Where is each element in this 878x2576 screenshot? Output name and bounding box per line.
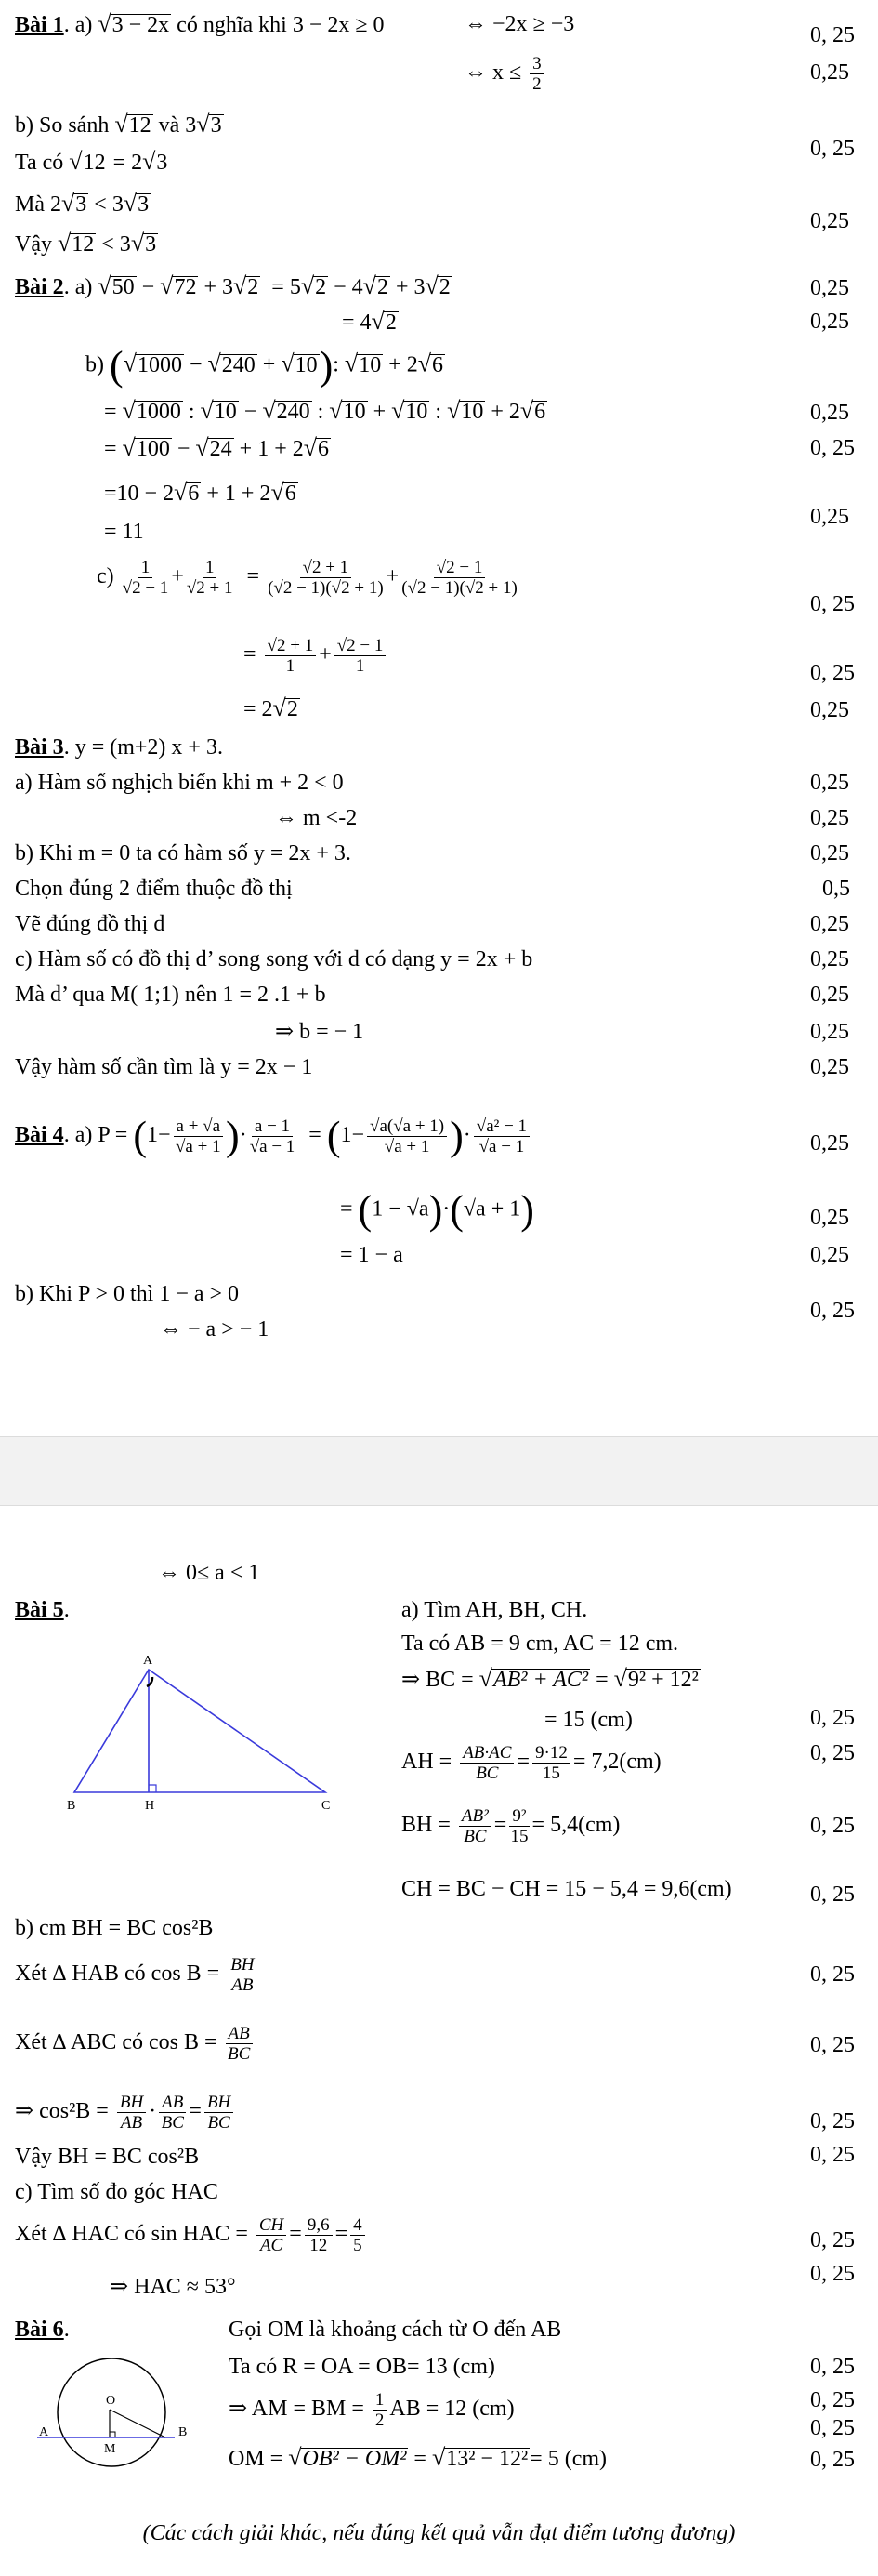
- bai5-c-l1-prefix: Xét ∆ HAC có sin HAC =: [15, 2222, 248, 2246]
- points: 0,25: [810, 698, 849, 722]
- bai5-bc-prefix: ⇒ BC =: [401, 1668, 474, 1692]
- page2-top-line: ⇔ 0≤ a < 1: [158, 1561, 260, 1585]
- bai3-l1: a) Hàm số nghịch biến khi m + 2 < 0: [15, 771, 344, 795]
- bai6-l4: OM = √OB² − OM² = √13² − 12²= 5 (cm): [229, 2444, 608, 2471]
- points: 0,25: [810, 1206, 849, 1230]
- bai4-heading: Bài 4: [15, 1123, 64, 1147]
- bai1-b-and: và: [158, 113, 180, 138]
- bai2-heading: Bài 2: [15, 275, 64, 299]
- points: 0, 25: [810, 2388, 855, 2412]
- points: 0, 25: [810, 1299, 855, 1323]
- bai1-b-title-line: b) So sánh √12 và 3√3: [15, 111, 222, 138]
- bai4-l3: = 1 − a: [340, 1243, 403, 1267]
- bai2-c-line1: c) $\frac{1}{√2 - 1}$ + $\frac{1}{√2 + 1}$ = $\frac{√2 + 1}{(√2 - 1)(√2 + 1)}$ + $\frac{√2 - 1}{(√2 - 1)(√2 + 1)}$: [97, 558, 518, 598]
- bai6-l3-prefix: ⇒ AM = BM =: [229, 2397, 364, 2421]
- points: 0,25: [810, 1020, 849, 1044]
- bai5-ch: CH = BC − CH = 15 − 5,4 = 9,6(cm): [401, 1877, 732, 1901]
- points: 0,25: [810, 771, 849, 795]
- label-h: H: [145, 1799, 155, 1813]
- bai6-l1: Gọi OM là khoảng cách từ O đến AB: [229, 2318, 562, 2342]
- points: 0, 25: [810, 1741, 855, 1765]
- label-a: A: [39, 2425, 49, 2439]
- bai1-a-prefix: . a): [63, 13, 98, 37]
- bai5-c-l2: ⇒ HAC ≈ 53°: [110, 2275, 236, 2299]
- points: 0,25: [810, 209, 849, 233]
- points: 0,5: [822, 877, 850, 901]
- points: 0, 25: [810, 2448, 855, 2472]
- bai2-c-line2: = $\frac{√2 + 1}{1}$ + $\frac{√2 - 1}{1}$: [243, 636, 388, 676]
- bai5-a-title: a) Tìm AH, BH, CH.: [401, 1598, 588, 1622]
- bai5-ah-res: = 7,2(cm): [572, 1750, 662, 1774]
- bai1-b-line2-prefix: Ta có: [15, 151, 64, 175]
- bai3-title: [15, 734, 223, 760]
- points: 0, 25: [810, 436, 855, 460]
- points: 0,25: [810, 1055, 849, 1079]
- right-angle-mark-h: [149, 1785, 156, 1792]
- bai3-l6: c) Hàm số có đồ thị d’ song song với d có dạng y = 2x + b: [15, 947, 533, 971]
- bai3-l2: ⇔ m <-2: [275, 806, 358, 830]
- frac-den: 2: [532, 74, 542, 94]
- label-a: A: [143, 1654, 153, 1668]
- bai5-b-l2: Xét ∆ ABC có cos B = $\frac{AB}{BC}$: [15, 2019, 256, 2066]
- bai3-title-rest: . y = (m+2) x + 3.: [63, 735, 223, 760]
- bai5-heading-line: Bài 5.: [15, 1598, 70, 1622]
- points: 0,25: [810, 1243, 849, 1267]
- bai6-l3: ⇒ AM = BM = $\frac{1}{2}$ AB = 12 (cm): [229, 2389, 515, 2430]
- bai6-l4-prefix: OM =: [229, 2447, 283, 2471]
- bai5-bh-prefix: BH =: [401, 1813, 451, 1837]
- segment-ob: [110, 2410, 165, 2437]
- bai1-a-mid: có nghĩa khi 3 − 2x ≥ 0: [171, 13, 385, 37]
- bai5-ah-line: AH = $\frac{AB\cdot AC}{BC}$ = $\frac{9\cdot 12}{15}$ = 7,2(cm): [401, 1742, 662, 1783]
- bai2-c-line3: = 2√2: [243, 694, 298, 721]
- label-c: C: [321, 1799, 331, 1813]
- bai5-c-l1: Xét ∆ HAC có sin HAC = $\frac{CH}{AC}$ = $\frac{9,6}{12}$ = $\frac{4}{5}$: [15, 2211, 368, 2257]
- bai3-l7: Mà d’ qua M( 1;1) nên 1 = 2 .1 + b: [15, 983, 326, 1007]
- label-o: O: [106, 2394, 116, 2408]
- points: 0,25: [810, 60, 849, 85]
- page-break: [0, 1436, 878, 1506]
- right-angle-mark-a: [147, 1677, 152, 1686]
- bai2-b-line3: = √100 − √24 + 1 + 2√6: [104, 434, 330, 461]
- points: 0,25: [810, 806, 849, 830]
- bai2-a-prefix: . a): [63, 275, 93, 299]
- footnote: (Các cách giải khác, nếu đúng kết quả vẫn đạt điểm tương đương): [142, 2521, 736, 2545]
- bai3-l4: Chọn đúng 2 điểm thuộc đồ thị: [15, 877, 293, 901]
- bai1-b-title: b) So sánh: [15, 113, 110, 138]
- points: 0,25: [810, 1131, 849, 1156]
- points: 0, 25: [810, 661, 855, 685]
- bai6-l2: Ta có R = OA = OB= 13 (cm): [229, 2355, 495, 2379]
- points: 0, 25: [810, 23, 855, 47]
- points: 0,25: [810, 912, 849, 936]
- bai2-b-line2: = √1000 : √10 − √240 : √10 + √10 : √10 + 2√6: [104, 397, 546, 424]
- bai5-b-l4: Vậy BH = BC cos²B: [15, 2145, 200, 2169]
- bai3-l8: ⇒ b = − 1: [275, 1020, 364, 1044]
- page-2: [0, 1506, 878, 2576]
- label-b: B: [178, 2425, 188, 2439]
- points: 0, 25: [810, 2109, 855, 2133]
- bai6-l4-suffix: = 5 (cm): [530, 2447, 608, 2471]
- bai1-a-step2-line: [465, 54, 547, 94]
- bai5-c-title: c) Tìm số đo góc HAC: [15, 2180, 218, 2204]
- frac-num: 3: [530, 54, 544, 74]
- points: 0, 25: [810, 2416, 855, 2440]
- bai5-b-l2-prefix: Xét ∆ ABC có cos B =: [15, 2030, 217, 2054]
- bai5-bh-res: = 5,4(cm): [531, 1813, 621, 1837]
- bai3-heading: Bài 3: [15, 735, 64, 760]
- points: 0, 25: [810, 592, 855, 616]
- bai1-b-line2: Ta có √12 = 2√3: [15, 148, 168, 175]
- bai5-b-title: b) cm BH = BC cos²B: [15, 1916, 214, 1940]
- label-b: B: [67, 1799, 76, 1813]
- bai1-a-step1: ⇔ −2x ≥ −3: [465, 12, 575, 36]
- bai3-l3: b) Khi m = 0 ta có hàm số y = 2x + 3.: [15, 841, 351, 865]
- bai5-b-l1-prefix: Xét ∆ HAB có cos B =: [15, 1962, 220, 1986]
- bai5-bh-line: BH = $\frac{\text{AB²}}{BC}$ = $\frac{\text{9²}}{15}$ = 5,4(cm): [401, 1805, 621, 1846]
- label-m: M: [104, 2442, 116, 2456]
- bai4-b2: ⇔ − a > − 1: [160, 1317, 269, 1341]
- points: 0, 25: [810, 1882, 855, 1907]
- points: 0, 25: [810, 1962, 855, 1987]
- triangle-figure: [56, 1644, 353, 1813]
- bai2-a-line: Bài 2. a) √50 − √72 + 3√2 = 5√2 − 4√2 + 3√2: [15, 272, 451, 299]
- points: 0, 25: [810, 2262, 855, 2286]
- points: 0, 25: [810, 1814, 855, 1838]
- points: 0, 25: [810, 137, 855, 161]
- bai5-heading: Bài 5: [15, 1598, 64, 1622]
- right-angle-mark-m: [110, 2432, 115, 2437]
- points: 0, 25: [810, 2228, 855, 2252]
- bai3-l9: Vậy hàm số cần tìm là y = 2x − 1: [15, 1055, 313, 1079]
- bai6-l3-suffix: AB = 12 (cm): [389, 2397, 515, 2421]
- bai4-a-line1: Bài 4. a) P = (1− $\frac{a + √a}{√a + 1}$ )· $\frac{a - 1}{√a - 1}$ = (1− $\frac{√a(√a + 1)}{√a + 1}$ )· $\frac{\text{√a² − 1}}{√a - 1}$: [15, 1112, 532, 1158]
- bai2-b-label: b): [85, 352, 104, 377]
- bai5-ah-prefix: AH =: [401, 1750, 452, 1774]
- bai1-heading: Bài 1: [15, 13, 64, 37]
- triangle-abc: [74, 1670, 325, 1792]
- bai4-a-line2: = (1 − √a)·(√a + 1): [340, 1187, 534, 1233]
- bai1-b-line3-prefix: Mà: [15, 192, 45, 217]
- points: 0,25: [810, 983, 849, 1007]
- bai5-bc-val: = 15 (cm): [544, 1708, 633, 1732]
- points: 0, 25: [810, 2143, 855, 2167]
- bai2-c-label: c): [97, 564, 114, 589]
- points: 0,25: [810, 841, 849, 865]
- points: 0, 25: [810, 2033, 855, 2057]
- circle-figure: [19, 2343, 204, 2482]
- bai1-b-line4-prefix: Vậy: [15, 232, 52, 257]
- bai2-b-line5: =10 − 2√6 + 1 + 2√6: [104, 479, 296, 506]
- bai6-heading: Bài 6: [15, 2318, 64, 2342]
- bai5-bc-line: ⇒ BC = √AB² + AC² = √9² + 12²: [401, 1665, 699, 1692]
- points: 0, 25: [810, 1706, 855, 1730]
- bai2-b-l5: =10 − 2: [104, 482, 175, 506]
- points: 0,25: [810, 276, 849, 300]
- bai2-b-l6: = 11: [104, 520, 144, 544]
- bai4-a-prefix: . a) P =: [63, 1123, 128, 1147]
- bai6-heading-line: Bài 6.: [15, 2318, 70, 2342]
- bai1-a-line: Bài 1. a) √3 − 2x có nghĩa khi 3 − 2x ≥ 0: [15, 10, 385, 37]
- bai5-given: Ta có AB = 9 cm, AC = 12 cm.: [401, 1631, 679, 1656]
- bai2-a-result-text: = 4: [342, 310, 372, 335]
- bai5-b-l3-prefix: ⇒ cos²B =: [15, 2099, 109, 2123]
- points: 0,25: [810, 310, 849, 334]
- points: 0,25: [810, 947, 849, 971]
- points: 0,25: [810, 401, 849, 425]
- bai4-b1: b) Khi P > 0 thì 1 − a > 0: [15, 1282, 240, 1306]
- bai5-b-l3: ⇒ cos²B = $\frac{BH}{AB}$ · $\frac{AB}{BC}$ = $\frac{BH}{BC}$: [15, 2088, 236, 2134]
- bai2-a-result: = 4√2: [342, 308, 397, 335]
- bai5-b-l1: Xét ∆ HAB có cos B = $\frac{BH}{AB}$: [15, 1950, 260, 1997]
- bai2-b-line1: b) (√1000 − √240 + √10): √10 + 2√6: [85, 343, 444, 389]
- bai1-a-expr: 3 − 2x: [111, 13, 170, 37]
- points: 0,25: [810, 505, 849, 529]
- bai1-b-line4: Vậy √12 < 3√3: [15, 230, 157, 257]
- bai1-a-step2: ⇔ x ≤: [465, 60, 522, 86]
- points: 0, 25: [810, 2355, 855, 2379]
- bai1-b-line3: Mà 2√3 < 3√3: [15, 190, 150, 217]
- bai3-l5: Vẽ đúng đồ thị d: [15, 912, 165, 936]
